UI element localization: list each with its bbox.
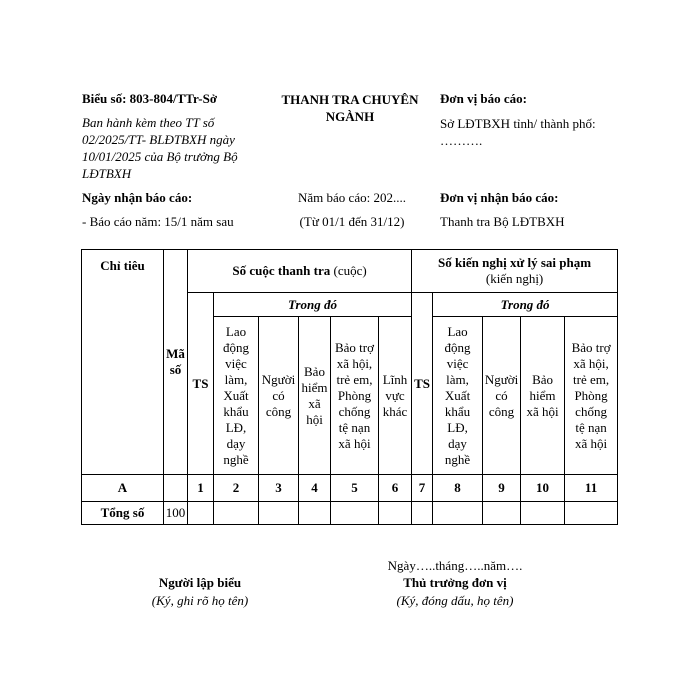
table-cell: A	[82, 475, 164, 502]
table-cell	[433, 502, 483, 525]
reporting-unit-value: Sở LĐTBXH tỉnh/ thành phố: ……….	[440, 116, 596, 148]
recommendations-total-header: TS	[412, 293, 433, 475]
column-number-row	[82, 475, 618, 502]
report-period: (Từ 01/1 đến 31/12)	[299, 214, 405, 229]
table-cell	[164, 475, 188, 502]
total-row	[82, 502, 618, 525]
table-cell	[259, 502, 299, 525]
table-cell: 5	[331, 475, 379, 502]
table-cell	[521, 502, 565, 525]
g2-social-protection-header: Bảo trợ xã hội, trẻ em, Phòng chống tệ nạn xã hội	[565, 317, 618, 475]
date-line: Ngày…..tháng…..năm….	[387, 558, 523, 573]
table-cell	[412, 502, 433, 525]
preparer-title: Người lập biểu	[158, 575, 242, 590]
indicator-header: Chỉ tiêu	[82, 250, 164, 475]
table-cell	[299, 502, 331, 525]
recommendations-group-header: Số kiến nghị xử lý sai phạm (kiến nghị)	[412, 250, 618, 293]
head-note: (Ký, đóng dấu, họ tên)	[396, 593, 514, 608]
table-cell	[483, 502, 521, 525]
form-code: Biểu số: 803-804/TTr-Sở	[82, 91, 218, 106]
head-title: Thủ trưởng đơn vị	[403, 575, 507, 590]
table-cell: 4	[299, 475, 331, 502]
table-cell	[214, 502, 259, 525]
table-cell	[379, 502, 412, 525]
document-title: THANH TRA CHUYÊN NGÀNH	[281, 92, 419, 124]
table-cell: 6	[379, 475, 412, 502]
table-cell	[565, 502, 618, 525]
reporting-unit-label: Đơn vị báo cáo:	[440, 91, 528, 106]
table-cell: 11	[565, 475, 618, 502]
recommendations-in-which: Trong đó	[433, 293, 618, 317]
code-header: Mã số	[164, 250, 188, 475]
inspections-in-which: Trong đó	[214, 293, 412, 317]
preparer-note: (Ký, ghi rõ họ tên)	[151, 593, 249, 608]
g1-social-protection-header: Bảo trợ xã hội, trẻ em, Phòng chống tệ nạn xã hội	[331, 317, 379, 475]
table-cell: 100	[164, 502, 188, 525]
g1-meritorious-header: Người có công	[259, 317, 299, 475]
report-year: Năm báo cáo: 202....	[298, 190, 406, 205]
inspections-group-header: Số cuộc thanh tra (cuộc)	[188, 250, 412, 293]
receiving-unit-label: Đơn vị nhận báo cáo:	[440, 190, 559, 205]
table-cell: 1	[188, 475, 214, 502]
g1-insurance-header: Bảo hiểm xã hội	[299, 317, 331, 475]
g2-labor-header: Lao động việc làm, Xuất khẩu LĐ, dạy nghề	[433, 317, 483, 475]
table-cell: 10	[521, 475, 565, 502]
table-cell	[331, 502, 379, 525]
g2-meritorious-header: Người có công	[483, 317, 521, 475]
g1-labor-header: Lao động việc làm, Xuất khẩu LĐ, dạy nghề	[214, 317, 259, 475]
table-cell: Tổng số	[82, 502, 164, 525]
g1-other-header: Lĩnh vực khác	[379, 317, 412, 475]
table-cell: 7	[412, 475, 433, 502]
report-table	[81, 249, 618, 525]
table-cell	[188, 502, 214, 525]
inspections-total-header: TS	[188, 293, 214, 475]
receive-date-label: Ngày nhận báo cáo:	[82, 190, 193, 205]
issued-with-note: Ban hành kèm theo TT số 02/2025/TT- BLĐTBXH ngày 10/01/2025 của Bộ trưởng Bộ LĐTBXH	[82, 115, 238, 181]
receiving-unit-value: Thanh tra Bộ LĐTBXH	[440, 214, 565, 229]
table-cell: 8	[433, 475, 483, 502]
g2-insurance-header: Bảo hiểm xã hội	[521, 317, 565, 475]
table-cell: 3	[259, 475, 299, 502]
table-cell: 2	[214, 475, 259, 502]
receive-date-value: - Báo cáo năm: 15/1 năm sau	[82, 214, 234, 229]
table-cell: 9	[483, 475, 521, 502]
